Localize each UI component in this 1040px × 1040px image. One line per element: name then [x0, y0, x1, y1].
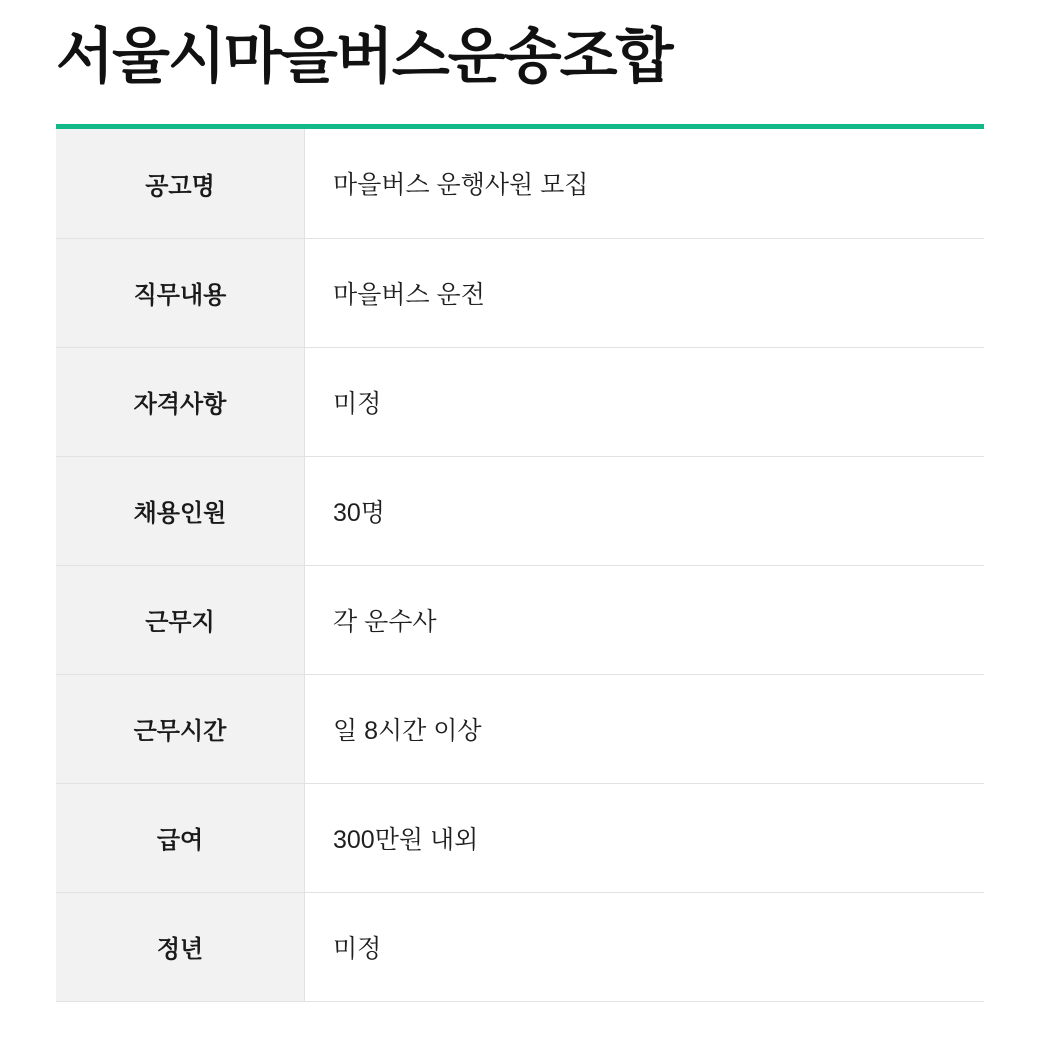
row-value: 마을버스 운행사원 모집 — [305, 129, 985, 238]
row-value: 미정 — [305, 347, 985, 456]
table-row — [56, 565, 984, 674]
row-label: 채용인원 — [56, 456, 305, 565]
row-value: 미정 — [305, 892, 985, 1001]
row-value: 300만원 내외 — [305, 783, 985, 892]
table-row — [56, 892, 984, 1001]
row-label: 직무내용 — [56, 238, 305, 347]
table-row — [56, 347, 984, 456]
row-value: 30명 — [305, 456, 985, 565]
row-value: 마을버스 운전 — [305, 238, 985, 347]
table-row — [56, 129, 984, 238]
table-row — [56, 674, 984, 783]
table-row — [56, 783, 984, 892]
row-label: 정년 — [56, 892, 305, 1001]
row-label: 공고명 — [56, 129, 305, 238]
table-row — [56, 456, 984, 565]
row-label: 근무시간 — [56, 674, 305, 783]
row-label: 근무지 — [56, 565, 305, 674]
row-label: 급여 — [56, 783, 305, 892]
row-label: 자격사항 — [56, 347, 305, 456]
row-value: 일 8시간 이상 — [305, 674, 985, 783]
job-posting-table — [56, 129, 984, 1002]
page-title: 서울시마을버스운송조합 — [56, 23, 672, 90]
row-value: 각 운수사 — [305, 565, 985, 674]
table-row — [56, 238, 984, 347]
